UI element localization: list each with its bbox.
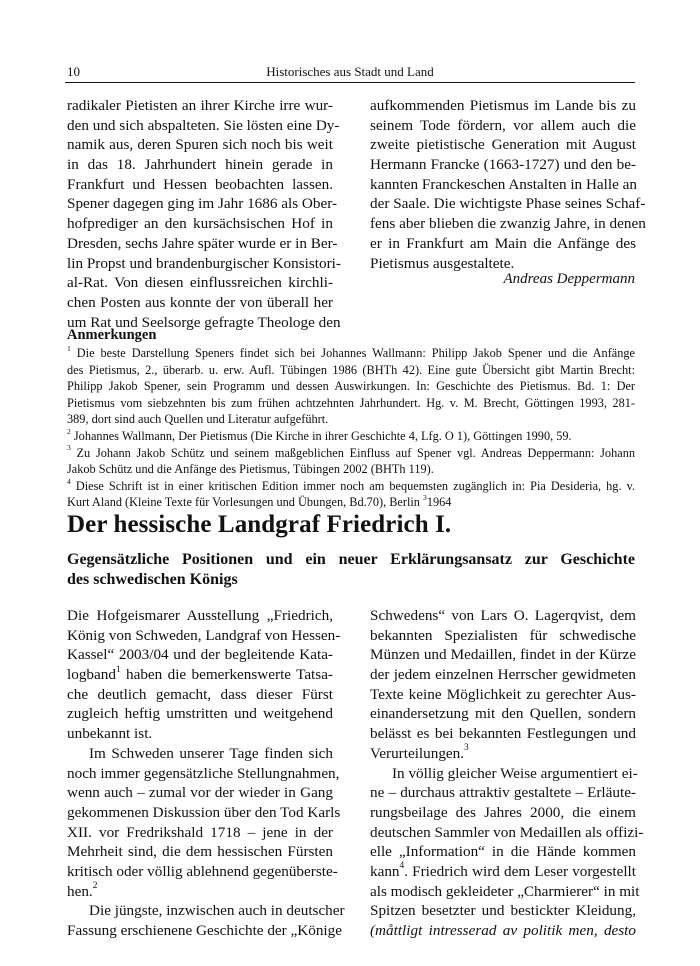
article1-column-2: [370, 96, 646, 273]
footnote-1: [67, 345, 635, 362]
text-line: König von Schweden, Landgraf von Hessen-: [67, 626, 341, 644]
text-line: Fassung erschienene Geschichte der „Könige: [67, 922, 342, 939]
text-line: bekannten Spezialisten für schwedische: [370, 626, 636, 644]
footnote-marker: 2: [67, 426, 71, 436]
text-line: unbekannt ist.: [67, 725, 153, 743]
text: haben die bemerkenswerte Tatsa-: [120, 666, 333, 684]
text-line: [370, 862, 636, 882]
text-line: Kassel“ 2003/04 und der begleitende Kata-: [67, 646, 333, 664]
text-line: Dresden, sechs Jahre später wurde er in Ber-: [67, 234, 338, 252]
text-line: Hermann Francke (1663-1727) und den be-: [370, 156, 636, 174]
text-line: In völlig gleicher Weise argumentiert ei-: [392, 764, 638, 782]
text-line: kannten Franckeschen Anstalten in Halle an: [370, 175, 637, 193]
footnote-4: [67, 478, 635, 495]
text-line: Münzen und Medaillen, findet in der Kürze: [370, 646, 636, 664]
page-number: 10: [67, 64, 80, 79]
text-line: um Rat und Seelsorge gefragte Theologe den: [67, 313, 341, 331]
text-line: elle „Information“ in die Hände kommen: [370, 843, 636, 861]
text-line: [370, 921, 636, 941]
text-line: der jedem einzelnen Herrscher gewidmeten: [370, 666, 636, 684]
text-line: rungsbeilage des Jahres 2000, die einem: [370, 803, 636, 821]
text-line: Mehrheit sind, die dem hessischen Fürsten: [67, 843, 333, 861]
text-line: einandersetzung mit den Quellen, sondern: [370, 705, 636, 723]
text-line: Pietismus ausgestaltete.: [370, 254, 515, 272]
text-line: Spitzen besetzter und bestickter Kleidung,: [370, 902, 636, 920]
text-line: chen Posten aus konnte der von überall her: [67, 293, 333, 311]
text-line: kritisch oder völlig ablehnend gegenüberste-: [67, 862, 338, 880]
footnote-marker: 3: [67, 443, 71, 453]
footnote-text: des Pietismus, 2., überarb. u. erw. Aufl. Tübingen 1986 (BHTh 42). Eine gute Übersicht gibt Martin Brecht:: [67, 362, 635, 377]
text: . Friedrich wird dem Leser vorgestellt: [404, 862, 636, 880]
text-line: namik aus, deren Spuren sich noch bis weit: [67, 136, 333, 154]
article2-column-2: [370, 606, 644, 941]
text-line: radikaler Pietisten an ihrer Kirche irre wur-: [67, 97, 333, 114]
text-line: der Saale. Die wichtigste Phase seines Schaf-: [370, 195, 646, 213]
subtitle-line: des schwedischen Königs: [67, 571, 238, 588]
footnote-text: [67, 494, 635, 511]
footnote-text: Die beste Darstellung Speners findet sich bei Johannes Wallmann: Philipp Jakob Spener und die Anfänge: [76, 346, 635, 360]
footnote-text: Jakob Schütz und die Anfänge des Pietismus, Tübingen 2002 (BHTh 119).: [67, 462, 434, 477]
text-line: lin Propst und brandenburgischer Konsistori-: [67, 254, 341, 272]
text-line: gekommenen Diskussion über den Tod Karls: [67, 803, 341, 821]
text-line: belässt es bei bekannten Festlegungen und: [370, 725, 636, 743]
text-line: als modisch gekleideter „Charmierer“ in mit: [370, 882, 640, 900]
footnote-text: Philipp Jakob Spener, sein Programm und dessen Auswirkungen. In: Geschichte des Pietismus. Bd. 1: Der: [67, 379, 635, 394]
text-line: hofprediger an den kursächsischen Hof in: [67, 215, 333, 233]
text-line: den und sich abspalteten. Sie lösten eine Dy-: [67, 116, 340, 134]
footnote-ref: 1: [115, 664, 121, 675]
text-line: Die jüngste, inzwischen auch in deutscher: [89, 902, 345, 920]
text-line: Frankfurt und Hessen beobachten lassen.: [67, 175, 333, 193]
text: Verurteilungen.: [370, 744, 465, 762]
footnote-ref: 4: [399, 861, 405, 872]
footnote-text: Zu Johann Jakob Schütz und seinem maßgeblichen Einfluss auf Spener vgl. Andreas Deppermann: Johann: [76, 445, 635, 460]
text: hen.: [67, 882, 93, 900]
text-line: Texte keine Möglichkeit zu gerechter Aus-: [370, 685, 636, 703]
article2-column-1: [67, 606, 345, 941]
footnote-marker: 4: [67, 476, 71, 486]
text-line: deutschen Sammler von Medaillen als offizi-: [370, 823, 644, 841]
footnote-2: [67, 428, 635, 445]
text-line: al-Rat. Von diesen einflussreichen kirchli-: [67, 274, 333, 292]
header-rule: [65, 82, 635, 83]
article-title: Der hessische Landgraf Friedrich I.: [67, 511, 452, 538]
footnote-year: 1964: [426, 495, 452, 510]
edition-marker: 3: [423, 493, 427, 503]
text-line: [67, 665, 333, 685]
footnotes: [67, 345, 635, 511]
text-line: zweite pietistische Generation mit August: [370, 136, 636, 154]
notes-heading: Anmerkungen: [67, 327, 157, 343]
footnote-text: Pietismus vom siebzehnten bis zum frühen achtzehnten Jahrhundert. Hg. v. M. Brecht, Göttingen 1993, 281-: [67, 395, 635, 410]
text-line: Spener dagegen ging im Jahr 1686 als Ober-: [67, 195, 338, 213]
text-line: che deutlich gemacht, dass dieser Fürst: [67, 685, 333, 703]
text-line: ne – durchaus attraktiv gestaltete – Erläute-: [370, 784, 636, 802]
text-line: Im Schweden unserer Tage finden sich: [89, 744, 333, 762]
author-signature: Andreas Deppermann: [503, 271, 635, 287]
footnote-ref: 2: [92, 881, 98, 892]
text-line: Schwedens“ von Lars O. Lagerqvist, dem: [370, 607, 636, 624]
text-line: noch immer gegensätzliche Stellungnahmen,: [67, 764, 340, 782]
text-line: zugleich heftig umstritten und weitgehend: [67, 705, 333, 723]
running-title: Historisches aus Stadt und Land: [266, 64, 434, 79]
text-line: aufkommenden Pietismus im Lande bis zu: [370, 97, 636, 114]
text-line: wenn auch – zumal vor der wieder in Gang: [67, 784, 333, 802]
subtitle-line: Gegensätzliche Positionen und ein neuer Erklärungsansatz zur Geschichte: [67, 551, 635, 568]
article1-column-1: [67, 96, 341, 332]
text: logband: [67, 666, 116, 684]
footnote-text: Johannes Wallmann, Der Pietismus (Die Kirche in ihrer Geschichte 4, Lfg. O 1), Göttingen 1990, 59.: [73, 428, 572, 443]
text-line: in das 18. Jahrhundert hinein gerade in: [67, 156, 333, 174]
footnote-text: 389, dort sind auch Quellen und Literatur aufgeführt.: [67, 412, 329, 427]
text-line: [67, 882, 333, 902]
footnote-text: Diese Schrift ist in einer kritischen Edition immer noch am bequemsten zugänglich in: Pia Desideria, hg. v.: [75, 478, 636, 493]
text: kann: [370, 862, 400, 880]
text-line: XII. vor Fredrikshald 1718 – jene in der: [67, 823, 333, 841]
text-line: fens aber blieben die zwanzig Jahre, in denen: [370, 215, 646, 233]
text-line: er in Frankfurt am Main die Anfänge des: [370, 234, 636, 252]
footnote-marker: 1: [67, 343, 71, 353]
text-line: [370, 744, 636, 764]
article-subtitle: [67, 550, 635, 590]
italic-quote: (måttligt intresserad av politik men, desto: [370, 922, 636, 939]
footnote-3: [67, 445, 635, 462]
footnote-text: Kurt Aland (Kleine Texte für Vorlesungen und Übungen, Bd.70), Berlin: [67, 495, 424, 510]
text-line: seinem Tode fördern, vor allem auch die: [370, 116, 636, 134]
text-line: Die Hofgeismarer Ausstellung „Friedrich,: [67, 607, 333, 624]
footnote-ref: 3: [464, 743, 469, 754]
